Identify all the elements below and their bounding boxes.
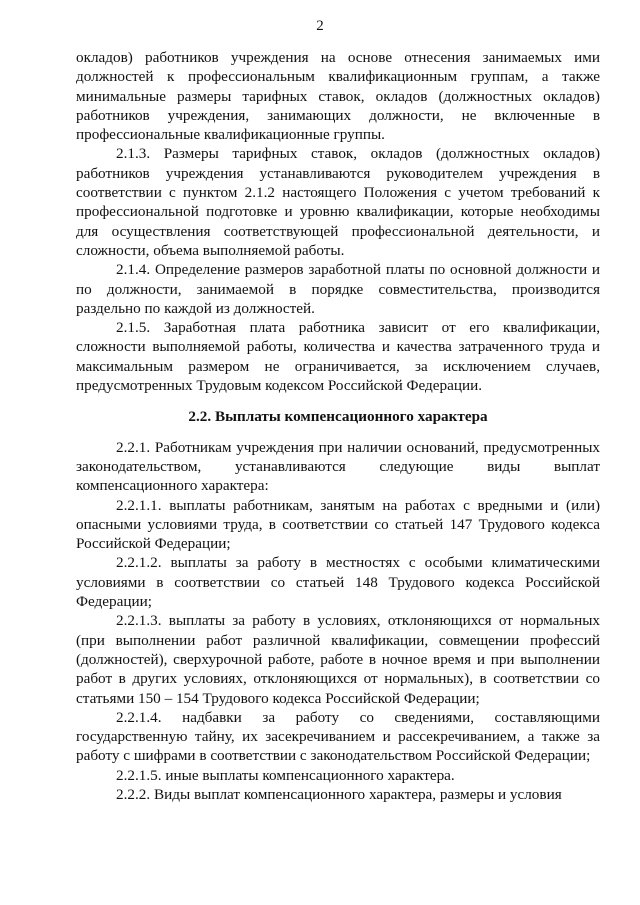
page-number: 2 (316, 18, 324, 34)
paragraph-2-2-1-4: 2.2.1.4. надбавки за работу со сведениями, составляющими государственную тайну, их засекречиванием и рассекречиванием, а также за работу с шифрами в соответствии с законодательством Российской Федерации; (76, 708, 600, 765)
document-body (76, 48, 600, 804)
paragraph-2-1-3: 2.1.3. Размеры тарифных ставок, окладов (должностных окладов) работников учреждения устанавливаются руководителем учреждения в соответствии с пунктом 2.1.2 настоящего Положения с учетом требований к профессиональной подготовке и уровню квалификации, которые необходимы для осуществления соответствующей профессиональной деятельности, и сложности, объема выполняемой работы. (76, 145, 600, 259)
paragraph-2-2-1-3: 2.2.1.3. выплаты за работу в условиях, отклоняющихся от нормальных (при выполнении работ различной квалификации, совмещении профессий (должностей), сверхурочной работе, работе в ночное время и при выполнении работ в других условиях, отклоняющихся от нормальных), в соответствии со статьями 150 – 154 Трудового кодекса Российской Федерации; (76, 612, 600, 707)
section-heading-2-2: 2.2. Выплаты компенсационного характера (188, 408, 488, 426)
paragraph-2-2-1-1: 2.2.1.1. выплаты работникам, занятым на работах с вредными и (или) опасными условиями труда, в соответствии со статьей 147 Трудового кодекса Российской Федерации; (76, 496, 600, 553)
paragraph-2-2-2: 2.2.2. Виды выплат компенсационного характера, размеры и условия (116, 785, 562, 803)
paragraph-2-2-1: 2.2.1. Работникам учреждения при наличии оснований, предусмотренных законодательством, устанавливаются следующие виды выплат компенсационного характера: (76, 438, 600, 495)
paragraph-2-2-1-2: 2.2.1.2. выплаты за работу в местностях с особыми климатическими условиями в соответствии со статьей 148 Трудового кодекса Российской Федерации; (76, 554, 600, 611)
paragraph-2-2-1-5: 2.2.1.5. иные выплаты компенсационного характера. (116, 766, 455, 784)
paragraph-2-1-5: 2.1.5. Заработная плата работника зависит от его квалификации, сложности выполняемой работы, количества и качества затраченного труда и максимальным размером не ограничивается, за исключением случаев, предусмотренных Трудовым кодексом Российской Федерации. (76, 319, 600, 395)
paragraph-2-1-4: 2.1.4. Определение размеров заработной платы по основной должности и по должности, занимаемой в порядке совместительства, производится раздельно по каждой из должностей. (76, 261, 600, 317)
paragraph-salaries-continued: окладов) работников учреждения на основе отнесения занимаемых ими должностей к профессиональным квалификационным группам, а также минимальные размеры тарифных ставок, окладов (должностных окладов) работников учреждения, занимающих должности, не включенные в профессиональные квалификационные группы. (76, 49, 600, 144)
